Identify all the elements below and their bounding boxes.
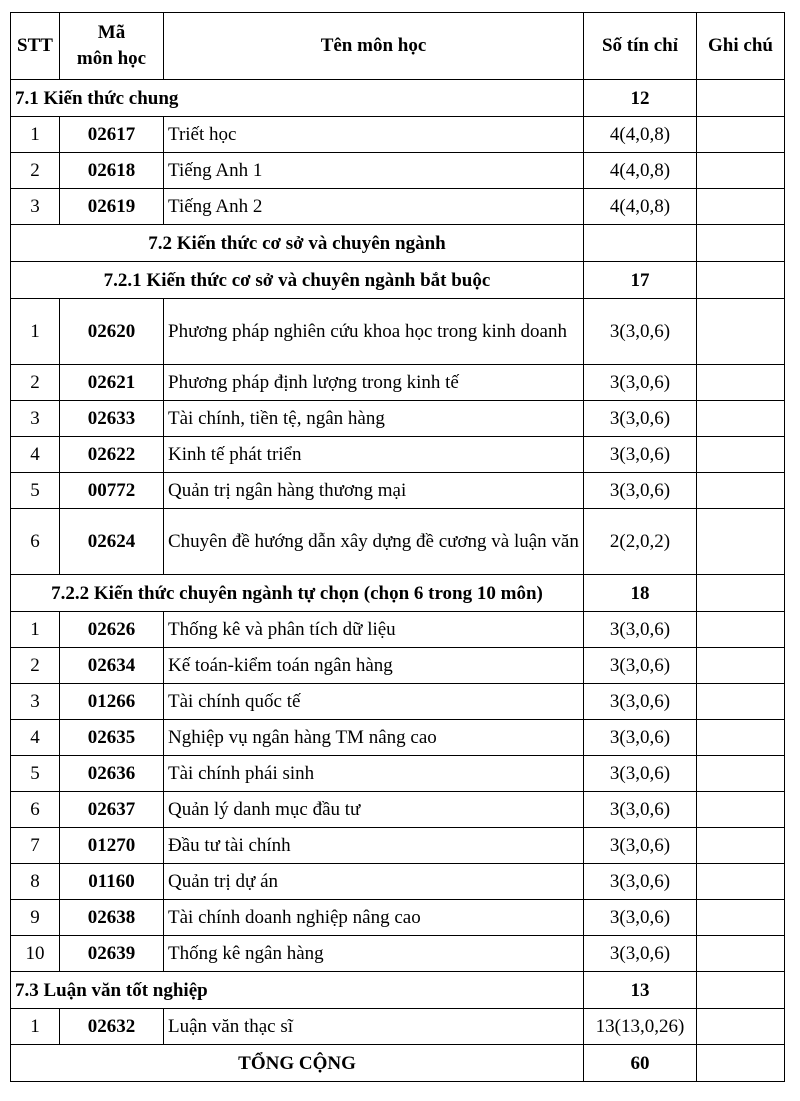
credits-cell: 3(3,0,6) (584, 612, 697, 648)
curriculum-table (10, 12, 785, 1082)
note-cell (697, 117, 785, 153)
code-cell: 02620 (60, 299, 164, 365)
stt-cell: 10 (11, 936, 60, 972)
name-cell: Thống kê và phân tích dữ liệu (164, 612, 584, 648)
name-cell: Nghiệp vụ ngân hàng TM nâng cao (164, 720, 584, 756)
table-row (11, 473, 785, 509)
code-cell: 02618 (60, 153, 164, 189)
section-row-7-1 (11, 80, 785, 117)
section-title: 7.2.1 Kiến thức cơ sở và chuyên ngành bắt buộc (11, 262, 584, 299)
table-row (11, 864, 785, 900)
code-cell: 02622 (60, 437, 164, 473)
name-cell: Quản trị ngân hàng thương mại (164, 473, 584, 509)
section-title: 7.2 Kiến thức cơ sở và chuyên ngành (11, 225, 584, 262)
name-cell: Luận văn thạc sĩ (164, 1009, 584, 1045)
header-code-line1: Mã (97, 22, 126, 43)
code-cell: 02619 (60, 189, 164, 225)
stt-cell: 7 (11, 828, 60, 864)
credits-cell: 3(3,0,6) (584, 828, 697, 864)
code-cell: 01160 (60, 864, 164, 900)
table-row (11, 756, 785, 792)
note-cell (697, 401, 785, 437)
note-cell (697, 299, 785, 365)
credits-cell: 4(4,0,8) (584, 189, 697, 225)
name-cell: Tiếng Anh 1 (164, 153, 584, 189)
header-note: Ghi chú (697, 13, 785, 80)
section-credits (584, 225, 697, 262)
note-cell (697, 437, 785, 473)
stt-cell: 5 (11, 473, 60, 509)
code-cell: 02633 (60, 401, 164, 437)
note-cell (697, 792, 785, 828)
table-row (11, 299, 785, 365)
table-row (11, 900, 785, 936)
credits-cell: 3(3,0,6) (584, 684, 697, 720)
credits-cell: 3(3,0,6) (584, 365, 697, 401)
note-cell (697, 365, 785, 401)
table-row (11, 1009, 785, 1045)
stt-cell: 2 (11, 365, 60, 401)
name-cell: Kinh tế phát triển (164, 437, 584, 473)
section-title: 7.2.2 Kiến thức chuyên ngành tự chọn (chọn 6 trong 10 môn) (11, 575, 584, 612)
name-cell: Quản lý danh mục đầu tư (164, 792, 584, 828)
credits-cell: 3(3,0,6) (584, 720, 697, 756)
section-title: 7.1 Kiến thức chung (11, 80, 584, 117)
total-row (11, 1045, 785, 1082)
name-cell: Tiếng Anh 2 (164, 189, 584, 225)
note-cell (697, 936, 785, 972)
name-cell: Quản trị dự án (164, 864, 584, 900)
note-cell (697, 720, 785, 756)
note-cell (697, 575, 785, 612)
table-row (11, 936, 785, 972)
stt-cell: 1 (11, 299, 60, 365)
code-cell: 02626 (60, 612, 164, 648)
code-cell: 02635 (60, 720, 164, 756)
name-cell: Thống kê ngân hàng (164, 936, 584, 972)
stt-cell: 2 (11, 648, 60, 684)
note-cell (697, 153, 785, 189)
header-stt: STT (11, 13, 60, 80)
stt-cell: 1 (11, 117, 60, 153)
total-credits: 60 (584, 1045, 697, 1082)
table-row (11, 684, 785, 720)
note-cell (697, 189, 785, 225)
note-cell (697, 648, 785, 684)
stt-cell: 1 (11, 1009, 60, 1045)
table-row (11, 828, 785, 864)
note-cell (697, 262, 785, 299)
section-credits: 18 (584, 575, 697, 612)
credits-cell: 3(3,0,6) (584, 299, 697, 365)
credits-cell: 3(3,0,6) (584, 401, 697, 437)
table-row (11, 401, 785, 437)
table-row (11, 720, 785, 756)
table-row (11, 612, 785, 648)
credits-cell: 13(13,0,26) (584, 1009, 697, 1045)
credits-cell: 3(3,0,6) (584, 648, 697, 684)
section-title: 7.3 Luận văn tốt nghiệp (11, 972, 584, 1009)
note-cell (697, 225, 785, 262)
credits-cell: 3(3,0,6) (584, 900, 697, 936)
code-cell: 02637 (60, 792, 164, 828)
header-credits: Số tín chỉ (584, 13, 697, 80)
section-row-7-2 (11, 225, 785, 262)
stt-cell: 4 (11, 720, 60, 756)
note-cell (697, 864, 785, 900)
code-cell: 00772 (60, 473, 164, 509)
name-cell: Chuyên đề hướng dẫn xây dựng đề cương và luận văn (164, 509, 584, 575)
name-cell: Triết học (164, 117, 584, 153)
code-cell: 02617 (60, 117, 164, 153)
table-row (11, 648, 785, 684)
credits-cell: 4(4,0,8) (584, 153, 697, 189)
header-row (11, 13, 785, 80)
credits-cell: 4(4,0,8) (584, 117, 697, 153)
table-row (11, 365, 785, 401)
stt-cell: 4 (11, 437, 60, 473)
credits-cell: 3(3,0,6) (584, 792, 697, 828)
name-cell: Đầu tư tài chính (164, 828, 584, 864)
code-cell: 02624 (60, 509, 164, 575)
stt-cell: 2 (11, 153, 60, 189)
note-cell (697, 972, 785, 1009)
stt-cell: 3 (11, 189, 60, 225)
code-cell: 02621 (60, 365, 164, 401)
header-name: Tên môn học (164, 13, 584, 80)
stt-cell: 8 (11, 864, 60, 900)
name-cell: Phương pháp nghiên cứu khoa học trong kinh doanh (164, 299, 584, 365)
stt-cell: 9 (11, 900, 60, 936)
table-row (11, 509, 785, 575)
table-row (11, 189, 785, 225)
name-cell: Tài chính doanh nghiệp nâng cao (164, 900, 584, 936)
stt-cell: 6 (11, 792, 60, 828)
credits-cell: 3(3,0,6) (584, 756, 697, 792)
name-cell: Tài chính, tiền tệ, ngân hàng (164, 401, 584, 437)
credits-cell: 3(3,0,6) (584, 437, 697, 473)
stt-cell: 3 (11, 401, 60, 437)
credits-cell: 3(3,0,6) (584, 473, 697, 509)
code-cell: 02632 (60, 1009, 164, 1045)
section-credits: 12 (584, 80, 697, 117)
table-row (11, 437, 785, 473)
note-cell (697, 509, 785, 575)
header-code (60, 13, 164, 80)
stt-cell: 3 (11, 684, 60, 720)
credits-cell: 3(3,0,6) (584, 864, 697, 900)
credits-cell: 2(2,0,2) (584, 509, 697, 575)
total-label: TỔNG CỘNG (11, 1045, 584, 1082)
stt-cell: 5 (11, 756, 60, 792)
code-cell: 02639 (60, 936, 164, 972)
note-cell (697, 473, 785, 509)
note-cell (697, 1045, 785, 1082)
table-row (11, 792, 785, 828)
section-credits: 13 (584, 972, 697, 1009)
section-row-7-2-2 (11, 575, 785, 612)
credits-cell: 3(3,0,6) (584, 936, 697, 972)
header-code-line2: môn học (76, 48, 147, 69)
note-cell (697, 828, 785, 864)
table-row (11, 117, 785, 153)
code-cell: 02638 (60, 900, 164, 936)
note-cell (697, 900, 785, 936)
stt-cell: 6 (11, 509, 60, 575)
name-cell: Tài chính quốc tế (164, 684, 584, 720)
note-cell (697, 612, 785, 648)
section-row-7-2-1 (11, 262, 785, 299)
section-credits: 17 (584, 262, 697, 299)
note-cell (697, 1009, 785, 1045)
note-cell (697, 80, 785, 117)
code-cell: 02634 (60, 648, 164, 684)
code-cell: 02636 (60, 756, 164, 792)
code-cell: 01270 (60, 828, 164, 864)
section-row-7-3 (11, 972, 785, 1009)
name-cell: Kế toán-kiểm toán ngân hàng (164, 648, 584, 684)
note-cell (697, 684, 785, 720)
note-cell (697, 756, 785, 792)
table-row (11, 153, 785, 189)
code-cell: 01266 (60, 684, 164, 720)
name-cell: Tài chính phái sinh (164, 756, 584, 792)
stt-cell: 1 (11, 612, 60, 648)
name-cell: Phương pháp định lượng trong kinh tế (164, 365, 584, 401)
